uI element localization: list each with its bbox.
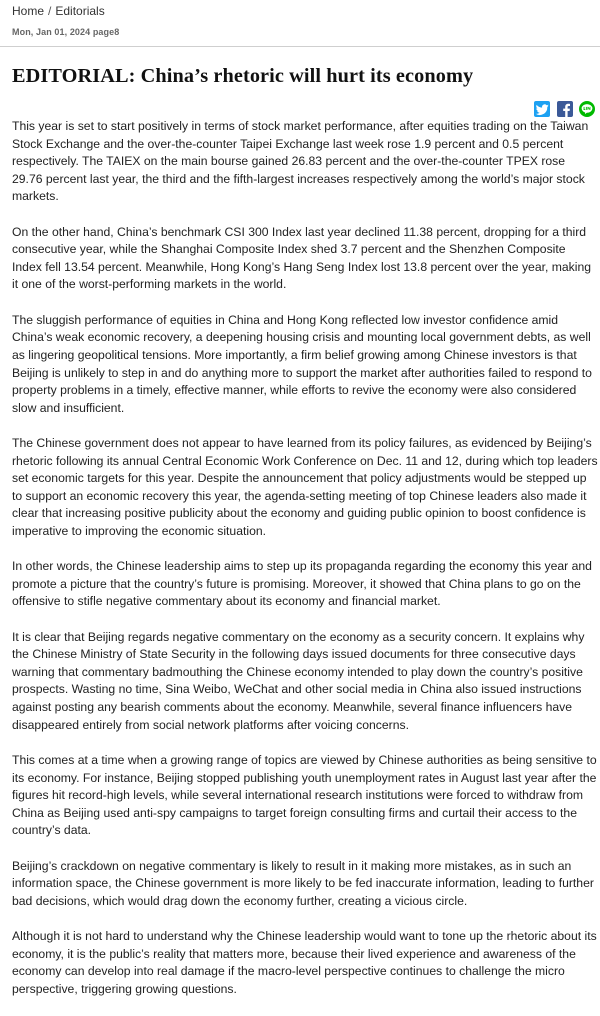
article-paragraph: The Chinese government does not appear to have learned from its policy failures, as evidenced by Beijing’s rhetoric following its annual Central Economic Work Conference on Dec. 11 and 12, during which top leaders set economic targets for this year. Despite the announcement that policy adjustments would be stepped up to support an economic recovery this year, the agenda-setting meeting of top Chinese leaders also made it clear that increasing positive publicity about the economy and guiding public opinion to boost confidence is imperative to improving the economic situation. (12, 435, 598, 538)
breadcrumb-home-link[interactable]: Home (12, 4, 45, 18)
facebook-share-button[interactable] (557, 101, 573, 117)
facebook-icon (557, 101, 573, 117)
article-paragraph: In other words, the Chinese leadership aims to step up its propaganda regarding the economy this year and promote a picture that the country’s future is promising. Moreover, it showed that China plans to go on the offensive to stifle negative commentary about its economy and financial market. (12, 559, 592, 609)
line-share-button[interactable] (579, 101, 595, 117)
breadcrumb (12, 4, 105, 18)
article-paragraph: This comes at a time when a growing range of topics are viewed by Chinese authorities as being sensitive to its economy. For instance, Beijing stopped publishing youth unemployment rates in August last year after the figures hit record-high levels, while several international research institutions were forced to withdraw from China as Beijing used anti-spy campaigns to target foreign consulting firms and curtail their access to the country’s data. (12, 752, 597, 838)
article-paragraph: Beijing’s crackdown on negative commentary is likely to result in it making more mistakes, as in such an information space, the Chinese government is more likely to be fed inaccurate information, leading to further bad decisions, which would drag down the economy further, creating a vicious circle. (12, 858, 594, 908)
breadcrumb-section-link[interactable]: Editorials (55, 4, 105, 18)
article-paragraph: It is clear that Beijing regards negative commentary on the economy as a security concern. It explains why the Chinese Ministry of State Security in the following days issued documents for three consecutive days warning that commentary badmouthing the Chinese economy intended to play down the country’s positive prospects. Wasting no time, Sina Weibo, WeChat and other social media in China also issued instructions against posting any bearish comments about the economy. Meanwhile, several finance influencers have disappeared entirely from social network platforms after voicing concerns. (12, 629, 585, 732)
article-paragraph: On the other hand, China’s benchmark CSI 300 Index last year declined 11.38 percent, dropping for a third consecutive year, while the Shanghai Composite Index shed 3.7 percent and the Shenzhen Composite Index fell 13.54 percent. Meanwhile, Hong Kong’s Hang Seng Index lost 13.8 percent over the year, making it one of the worst-performing markets in the world. (12, 224, 592, 292)
twitter-share-button[interactable] (534, 101, 550, 117)
header-divider (0, 46, 600, 47)
breadcrumb-separator: / (48, 4, 52, 18)
article-title: EDITORIAL: China’s rhetoric will hurt its economy (12, 65, 474, 87)
twitter-icon (534, 101, 550, 117)
article-body (12, 118, 598, 1016)
line-icon (579, 101, 595, 117)
article-paragraph: This year is set to start positively in terms of stock market performance, after equities trading on the Taiwan Stock Exchange and the over-the-counter Taipei Exchange last week rose 1.9 percent and 0.5 percent respectively. The TAIEX on the main bourse gained 26.83 percent and the over-the-counter TPEX rose 29.76 percent last year, the third and the fifth-largest increases respectively among the world’s major stock markets. (12, 119, 589, 204)
dateline: Mon, Jan 01, 2024 page8 (12, 27, 120, 37)
article-paragraph: Although it is not hard to understand why the Chinese leadership would want to tone up the rhetoric about its economy, it is the public’s reality that matters more, because their lived experience and awareness of the economy can develop into real damage if the macro-level perspective continues to challenge the micro perspective, triggering growing questions. (12, 929, 597, 996)
article-paragraph: The sluggish performance of equities in China and Hong Kong reflected low investor confidence amid China’s weak economic recovery, a deepening housing crisis and mounting local government debts, as well as lingering geopolitical tensions. More importantly, a firm belief growing among Chinese investors is that Beijing is unlikely to step in and do anything more to support the market after authorities failed to respond to property problems in a timely, effective manner, while efforts to revive the economy were also considered slow and insufficient. (12, 312, 592, 415)
